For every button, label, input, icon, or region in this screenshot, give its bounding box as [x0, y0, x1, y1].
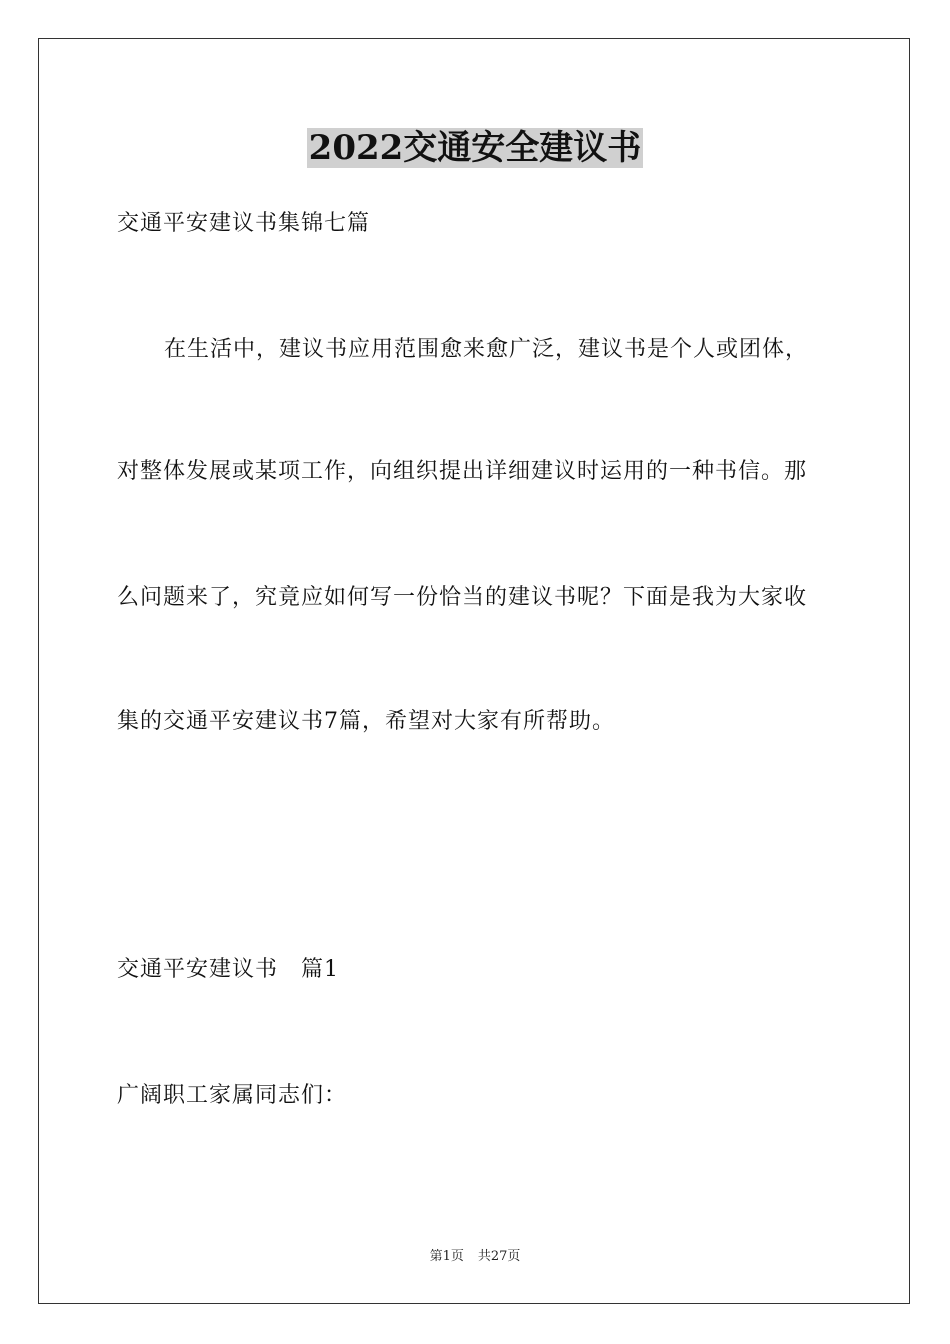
paragraph-line-2: 对整体发展或某项工作，向组织提出详细建议时运用的一种书信。那	[117, 459, 808, 484]
paragraph-line-1: 在生活中，建议书应用范围愈来愈广泛，建议书是个人或团体，	[164, 337, 809, 362]
salutation: 广阔职工家属同志们：	[117, 1083, 348, 1108]
paragraph-line-3: 么问题来了，究竟应如何写一份恰当的建议书呢？下面是我为大家收	[117, 585, 808, 610]
section-heading: 交通平安建议书 篇1	[117, 957, 339, 982]
document-subtitle: 交通平安建议书集锦七篇	[117, 211, 371, 236]
page-footer	[0, 1248, 950, 1266]
paragraph-line-4: 集的交通平安建议书7篇，希望对大家有所帮助。	[117, 709, 615, 734]
document-title	[0, 126, 950, 170]
page-number: 第1页	[429, 1249, 464, 1264]
document-title-text: 2022交通安全建议书	[308, 128, 642, 168]
page-total: 共27页	[477, 1249, 521, 1264]
